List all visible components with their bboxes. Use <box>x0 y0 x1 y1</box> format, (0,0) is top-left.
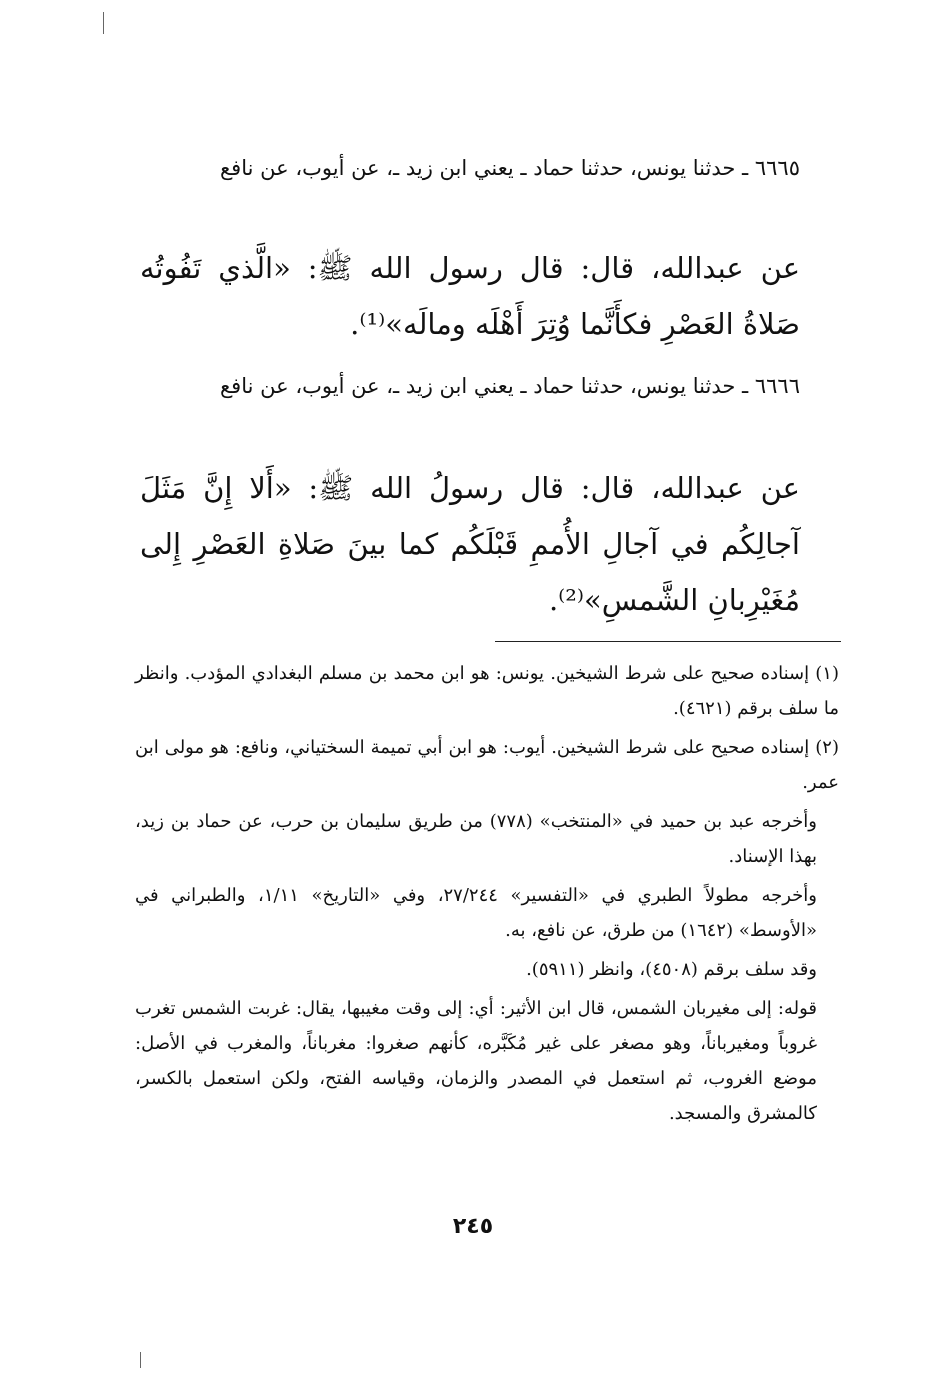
page-number: ٢٤٥ <box>452 1214 494 1239</box>
footnote-2-takhrij-tabari: وأخرجه مطولاً الطبري في «التفسير» ٢٧/٢٤٤، وفي «التاريخ» ١/١١، والطبراني في «الأوسط» (١٦٤٢) من طرق، عن نافع، به. <box>135 885 817 941</box>
scan-mark-top <box>103 12 104 34</box>
hadith-6665-chain: ٦٦٦٥ ـ حدثنا يونس، حدثنا حماد ـ يعني ابن زيد ـ، عن أيوب، عن نافع <box>220 156 800 180</box>
footnote-1: (١) إسناده صحيح على شرط الشيخين. يونس: هو ابن محمد بن مسلم البغدادي المؤدب. وانظر ما سلف برقم (٤٦٢١). <box>135 663 839 719</box>
footnote-2-takhrij-abd: وأخرجه عبد بن حميد في «المنتخب» (٧٧٨) من طريق سليمان بن حرب، عن حماد بن زيد، بهذا الإسناد. <box>135 811 817 867</box>
hadith-6666-matn: عن عبدالله، قال: قال رسولُ الله ﷺ: «أَلا إِنَّ مَثَلَ آجالِكُم في آجالِ الأُممِ قَبْلَكُم كما بينَ صَلاةِ العَصْرِ إِلى مُغَيْرِبانِ الشَّمسِ»⁽²⁾. <box>140 471 800 617</box>
footnote-2: (٢) إسناده صحيح على شرط الشيخين. أيوب: هو ابن أبي تميمة السختياني، ونافع: هو مولى ابن عمر. <box>135 737 839 793</box>
scan-mark-bottom <box>140 1352 141 1368</box>
hadith-6665-matn: عن عبدالله، قال: قال رسول الله ﷺ: «الَّذي تَفُوتُه صَلاةُ العَصْرِ فكأَنَّما وُتِرَ أَهْلَه ومالَه»⁽¹⁾. <box>140 251 800 341</box>
footnotes <box>135 656 839 1135</box>
footnote-separator <box>495 641 841 642</box>
footnote-2-cross-reference: وقد سلف برقم (٤٥٠٨)، وانظر (٥٩١١). <box>526 959 817 980</box>
footnote-2-gloss: قوله: إلى مغيربان الشمس، قال ابن الأثير: أي: إلى وقت مغيبها، يقال: غربت الشمس تغرب غروباً ومغيرباناً، وهو مصغر على غير مُكَبَّره، كأنهم صغروا: مغرباناً، والمغرب في الأصل: موضع الغروب، ثم استعمل في المصدر والزمان، وقياسه الفتح، ولكن استعمل بالكسر، كالمشرق والمسجد. <box>135 998 817 1124</box>
hadith-6666-chain: ٦٦٦٦ ـ حدثنا يونس، حدثنا حماد ـ يعني ابن زيد ـ، عن أيوب، عن نافع <box>220 374 800 398</box>
